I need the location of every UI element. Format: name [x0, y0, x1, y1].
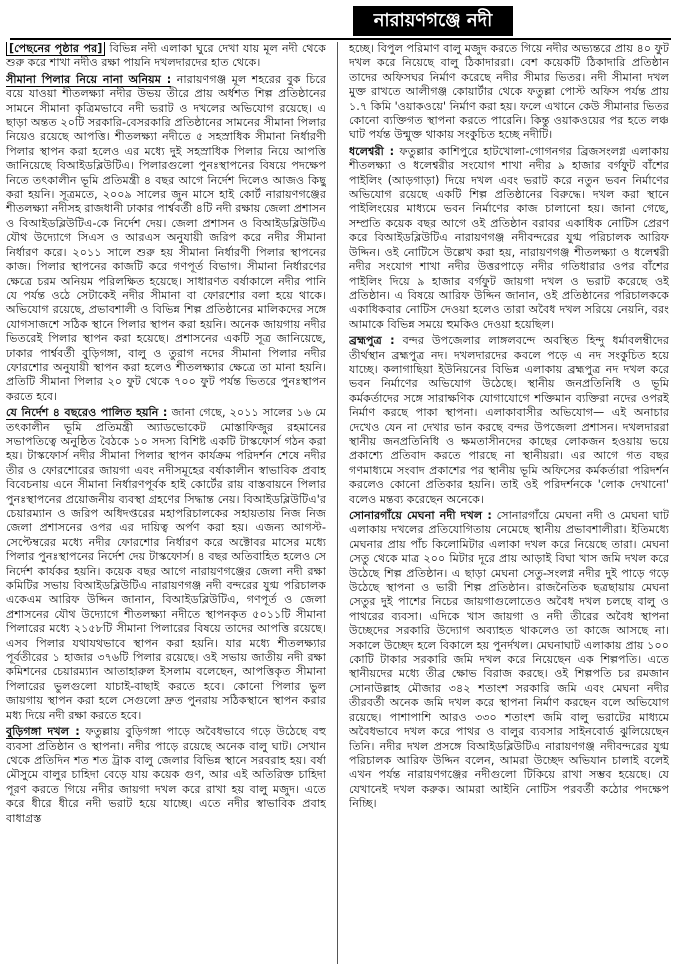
section-body: জানা গেছে, ২০১১ সালের ১৬ মে তৎকালীন ভূমি প্রতিমন্ত্রী অ্যাডভোকেট মোস্তাফিজুর রহমানের সভাপতিত্বে অনুষ্ঠিত বৈঠকে ১০ সদস্য বিশিষ্ট একটি টাস্কফোর্স গঠন করা হয়। টাস্কফোর্স নদীর সীমানা পিলার স্থাপন কার্যক্রম পরিদর্শন শেষে নদীর তীর ও ফোরশোরের জায়গা এবং নদীসমূহের বর্ষাকালীন স্বাভাবিক প্রবাহ বিবেচনায় এনে সীমানা নির্ধারণপূর্বক হাই কোর্টের রায় বাস্তবায়নে পিলার পুনঃস্থাপনের প্রয়োজনীয় ব্যবস্থা গ্রহণের সিদ্ধান্ত নেয়। বিআইডব্লিউটিএ'র চেয়ারম্যান ও জরিপ অধিদপ্তরের মহাপরিচালকের সহায়তায় নিজ নিজ জেলা প্রশাসনের ওপর এর দায়িত্ব অর্পণ করা হয়। এজন্য আগস্ট-সেপ্টেম্বরের মধ্যে নদীর ফোরশোর নির্ধারণ করে অক্টোবর মাসের মধ্যে পিলার পুনঃস্থাপনের নির্দেশ দেয় টাস্কফোর্স। ৪ বছর অতিবাহিত হলেও সে নির্দেশ কার্যকর হয়নি। কয়েক বছর আগে নারায়ণগঞ্জের জেলা নদী রক্ষা কমিটির সভায় বিআইডব্লিউটিএ নারায়ণগঞ্জ নদী বন্দরের যুগ্ম পরিচালক একেএম আরিফ উদ্দিন জানান, বিআইডব্লিউটিএ, গণপূর্ত ও জেলা প্রশাসনের যৌথ উদ্যোগে শীতলক্ষ্যা নদীতে স্থাপনকৃত ৫০১১টি সীমানা পিলারের মধ্যে ২১৫৮টি সীমানা পিলারের বিষয়ে তাদের আপত্তি রয়েছে। এসব পিলার যথাযথভাবে স্থাপন করা হয়নি। যার মধ্যে শীতলক্ষ্যার পূর্বতীরের ১ হাজার ৩৭৬টি পিলার রয়েছে। ওই সভায় জাতীয় নদী রক্ষা কমিশনের চেয়ারম্যান আতাহারুল ইসলাম বলেছেন, আপত্তিকৃত সীমানা পিলারের ভুলগুলো যাচাই-বাছাই করতে হবে। কোনো পিলার ভুল জায়গায় স্থাপন করা হলে সেগুলো দ্রুত পুনরায় সঠিকস্থানে স্থাপন করার মধ্য দিয়ে নদী রক্ষা করতে হবে। [6, 406, 326, 722]
section-body: বন্দর উপজেলার লাঙ্গলবন্দে অবস্থিত হিন্দু ধর্মাবলম্বীদের তীর্থস্থান ব্রহ্মপুত্র নদ। দখলদারদের কবলে পড়ে এ নদ সংকুচিত হয়ে যাচ্ছে। কলাগাছিয়া ইউনিয়নের বিভিন্ন এলাকায় ব্রহ্মপুত্র নদ দখল করে ভবন নির্মাণের অভিযোগ উঠেছে। স্থানীয় জনপ্রতিনিধি ও ভূমি কর্মকর্তাদের সঙ্গে সারাক্ষণিক যোগাযোগে শক্তিমান ব্যক্তিরা নদের ওপরই নির্মাণ করছে পাকা স্থাপনা। এলাকাবাসীর অভিযোগ— এই অনাচার দেখেও যেন না দেখার ভান করছে বন্দর উপজেলা প্রশাসন। দখলদাররা স্থানীয় জনপ্রতিনিধি ও ক্ষমতাসীনদের কাছের লোকজন হওয়ায় ভয়ে প্রকাশ্যে প্রতিবাদ করতে পারছে না স্থানীয়রা। এর আগে গত বছর গণমাধ্যমে সংবাদ প্রকাশের পর স্থানীয় ভূমি অফিসের কর্মকর্তারা পরিদর্শন করলেও কোনো প্রতিকার হয়নি। তাই ওই পরিদর্শনকে 'লোক দেখানো' বলেও মন্তব্য করেছেন অনেকে। [349, 334, 669, 506]
left-column [6, 42, 326, 964]
section-heading: ধলেশ্বরী : [349, 144, 395, 158]
section-brahmaputra [349, 334, 669, 507]
section-boundary-pillars [6, 73, 326, 404]
title-rule [10, 38, 671, 40]
section-meghna [349, 509, 669, 812]
section-body: সোনারগাঁয়ে মেঘনা নদী ও মেঘনা ঘাট এলাকায় দখলের প্রতিযোগিতায় নেমেছে স্থানীয় প্রভাবশালীরা। ইতিমধ্যে মেঘনার প্রায় পাঁচ কিলোমিটার এলাকা দখল করে নিয়েছে তারা। মেঘনা সেতু থেকে মাত্র ২০০ মিটার দূরে প্রায় আড়াই বিঘা খাস জমি দখল করে উঠেছে শিল্প প্রতিষ্ঠান। এ ছাড়া মেঘনা সেতু-সংলগ্ন নদীর দুই পাড়ে গড়ে উঠেছে স্থাপনা ও ভারী শিল্প প্রতিষ্ঠান। রাজনৈতিক ছত্রছায়ায় মেঘনা সেতুর দুই পাশের নিচের জায়গাগুলোতেও অবৈধ দখল চলছে বালু ও পাথরের ব্যবসা। এদিকে খাস জায়গা ও নদী তীরের অবৈধ স্থাপনা উচ্ছেদের সরকারি উদ্যোগ অব্যাহত থাকলেও তা কাজে আসছে না। সকালে উচ্ছেদ হলে বিকালে হয় পুনর্দখল। মেঘনাঘাট এলাকায় প্রায় ১০০ কোটি টাকার সরকারি জমি দখল করে নিয়েছেন এক শিল্পপতি। এতে স্থানীয়দের মধ্যে তীব্র ক্ষোভ বিরাজ করছে। ওই শিল্পপতি চর রমজান সোনাউল্লাহ মৌজার ৩৪২ শতাংশ সরকারি জমি এবং মেঘনা নদীর তীরবর্তী অনেক জমি দখল করে স্থাপনা নির্মাণ করছেন বলে অভিযোগ রয়েছে। পাশাপাশি আরও ৩৩০ শতাংশ জমি বালু ভরাটের মাধ্যমে অবৈধভাবে দখল করে পাথর ও বালুর ব্যবসার সাইনবোর্ড ঝুলিয়েছেন তিনি। নদীর দখল প্রসঙ্গে বিআইডব্লিউটিএ নারায়ণগঞ্জ নদীবন্দরের যুগ্ম পরিচালক আরিফ উদ্দিন বলেন, আমরা উচ্ছেদ অভিযান চালাই বলেই এখন পর্যন্ত নারায়ণগঞ্জের নদীগুলো টিকিয়ে রাখা সম্ভব হয়েছে। যে যেখানেই দখল করুক। আমরা আইনি নোটিস পরবর্তী কঠোর পদক্ষেপ নিচ্ছি। [349, 509, 669, 811]
right-column [349, 42, 669, 964]
page-title-banner: নারায়ণগঞ্জে নদী [353, 6, 513, 36]
section-heading: ব্রহ্মপুত্র : [349, 334, 395, 348]
section-heading: বুড়িগঙ্গা দখল : [6, 725, 80, 739]
section-heading: সীমানা পিলার নিয়ে নানা অনিয়ম : [6, 72, 172, 86]
section-buriganga [6, 725, 326, 826]
continuation-paragraph: হচ্ছে। বিপুল পরিমাণ বালু মজুদ করতে গিয়ে নদীর অভ্যন্তরে প্রায় ৪০ ফুট দখল করে নিয়েছে বালু ঠিকাদাররা। বেশ কয়েকটি ঠিকাদারি প্রতিষ্ঠান তাদের অফিসঘর নির্মাণ করেছে নদীর সীমার ভিতর। নদী সীমানা দখল মুক্ত রাখতে আলীগঞ্জ কোয়ার্টার থেকে ফতুল্লা পোস্ট অফিস পর্যন্ত প্রায় ১.৭ কিমি 'ওয়াকওয়ে' নির্মাণ করা হয়। ফলে এখানে কেউ সীমানার ভিতর কোনো ব্যক্তিগত স্থাপনা করতে পারেনি। কিন্তু ওয়াকওয়ের পর হতে লঞ্চ ঘাট পর্যন্ত উন্মুক্ত থাকায় সংকুচিত হচ্ছে নদীটি। [349, 42, 669, 142]
section-body: ফতুল্লার কাশিপুরে হাটখোলা-গোগনগর ব্রিজসংলগ্ন এলাকায় শীতলক্ষ্যা ও ধলেশ্বরীর সংযোগ শাখা নদীর ৯ হাজার বর্গফুট বাঁশের পাইলিং (আড়গাড়া) দিয়ে দখল এবং ভরাট করে নতুন ভবন নির্মাণের অভিযোগ রয়েছে একটি শিল্প প্রতিষ্ঠানের বিরুদ্ধে। দখল করা স্থানে পাইলিংয়ের মাধ্যমে ভবন নির্মাণের কাজ চালানো হয়। জানা গেছে, সম্প্রতি কয়েক বছর আগে ওই প্রতিষ্ঠান বরাবর একাধিক নোটিস প্রেরণ করে বিআইডব্লিউটিএ নারায়ণগঞ্জ নদীবন্দরের যুগ্ম পরিচালক আরিফ উদ্দিন। ওই নোটিসে উল্লেখ করা হয়, নারায়ণগঞ্জ শীতলক্ষ্যা ও ধলেশ্বরী নদীর সংযোগ শাখা নদীর উত্তরপাড়ে নদীর গতিধারার ওপর বাঁশের পাইলিং দিয়ে ৯ হাজার বর্গফুট জায়গা দখল ও ভরাট করেছে ওই প্রতিষ্ঠান। এ বিষয়ে আরিফ উদ্দিন জানান, ওই প্রতিষ্ঠানের পরিচালককে একাধিকবার নোটিস দেওয়া হলেও তারা অবৈধ দখল সরিয়ে নেয়নি, বরং আমাকে বিভিন্ন সময়ে হুমকিও দেওয়া হয়েছিল। [349, 144, 669, 331]
section-dhaleshwari [349, 145, 669, 332]
intro-paragraph [6, 42, 326, 71]
column-divider [337, 42, 338, 964]
intro-text: বিভিন্ন নদী এলাকা ঘুরে দেখা যায় মূল নদী থেকে শুরু করে শাখা নদীও রক্ষা পায়নি দখলদারদের হাত থেকে। [6, 42, 326, 70]
section-heading: সোনারগাঁয়ে মেঘনা নদী দখল : [349, 509, 492, 522]
section-heading: যে নির্দেশ ৪ বছরেও পালিত হয়নি : [6, 406, 168, 420]
section-body: নারায়ণগঞ্জ মূল শহরের বুক চিরে বয়ে যাওয়া শীতলক্ষ্যা নদীর উভয় তীরে প্রায় অর্ধশত শিল্প প্রতিষ্ঠানের সামনে সীমানা কৃত্রিমভাবে নদী ভরাট ও দখলের অভিযোগ রয়েছে। এ ছাড়া অন্তত ২০টি সরকারি-বেসরকারি প্রতিষ্ঠানের সামনের সীমানা পিলার নিয়েও রয়েছে আপত্তি। শীতলক্ষ্যা নদীতে ৫ সহস্রাধিক সীমানা নির্ধারণী পিলার স্থাপন করা হলেও এর মধ্যে দুই সহস্রাধিক পিলার নিয়ে আপত্তি জানিয়েছে বিআইডব্লিউটিএ। পিলারগুলো পুনঃস্থাপনের বিষয়ে পদক্ষেপ নিতে তৎকালীন ভূমি প্রতিমন্ত্রী ৪ বছর আগে নির্দেশ দিলেও আজও কিছু করা হয়নি। সূত্রমতে, ২০০৯ সালের জুন মাসে হাই কোর্ট নারায়ণগঞ্জের শীতলক্ষ্যা নদীসহ রাজধানী ঢাকার পার্শ্ববর্তী ৪টি নদী রক্ষায় জেলা প্রশাসন ও বিআইডব্লিউটিএ-কে নির্দেশ দেয়। জেলা প্রশাসন ও বিআইডব্লিউটিএ যৌথ উদ্যোগে সিএস ও আরএস অনুযায়ী জরিপ করে নদীর সীমানা নির্ধারণ করে। ২০১১ সালে শুরু হয় সীমানা নির্ধারণী পিলার স্থাপনের কাজ। পিলার স্থাপনের কাজটি করে গণপূর্ত বিভাগ। সীমানা নির্ধারণের ক্ষেত্রে চরম অনিয়ম পরিলক্ষিত হয়েছে। সাধারণত বর্ষাকালে নদীর পানি যে পর্যন্ত ওঠে সেটাকেই নদীর সীমানা বা ফোরশোর বলা হয়ে থাকে। অভিযোগ রয়েছে, প্রভাবশালী ও বিভিন্ন শিল্প প্রতিষ্ঠানের মালিকদের সঙ্গে যোগসাজশে সঠিক স্থানে পিলার স্থাপন করা হয়নি। অনেক জায়গায় নদীর ভিতরেই পিলার স্থাপন করা হয়েছে। প্রশাসনের একটি সূত্র জানিয়েছে, ঢাকার পার্শ্ববর্তী বুড়িগঙ্গা, বালু ও তুরাগ নদের সীমানা পিলার নদীর ফোরশোর অনুযায়ী স্থাপন করা হলেও শীতলক্ষ্যার ক্ষেত্রে তা মানা হয়নি। প্রতিটি সীমানা পিলার ২০ ফুট থেকে ৭০০ ফুট পর্যন্ত ভিতরে পুনঃস্থাপন করতে হবে। [6, 72, 326, 403]
section-directive-unfulfilled [6, 406, 326, 723]
section-body: ফতুল্লায় বুড়িগঙ্গা পাড়ে অবৈধভাবে গড়ে উঠেছে বহু ব্যবসা প্রতিষ্ঠান ও স্থাপনা। নদীর পাড়ে রয়েছে অনেক বালু ঘাট। সেখান থেকে প্রতিদিন শত শত ট্রাক বালু জেলার বিভিন্ন স্থানে সরবরাহ হয়। বর্ষা মৌসুমে বালুর চাহিদা বেড়ে যায় কয়েক গুণ, আর এই অতিরিক্ত চাহিদা পূরণ করতে গিয়ে নদীর জায়গা দখল করে রাখা হয় বালু মজুদ। এতে করে ধীরে ধীরে নদী ভরাট হয়ে যাচ্ছে। এতে নদীর স্বাভাবিক প্রবাহ বাধাগ্রস্ত [6, 725, 326, 825]
continued-from-label: [পেছনের পৃষ্ঠার পর] [6, 42, 105, 56]
